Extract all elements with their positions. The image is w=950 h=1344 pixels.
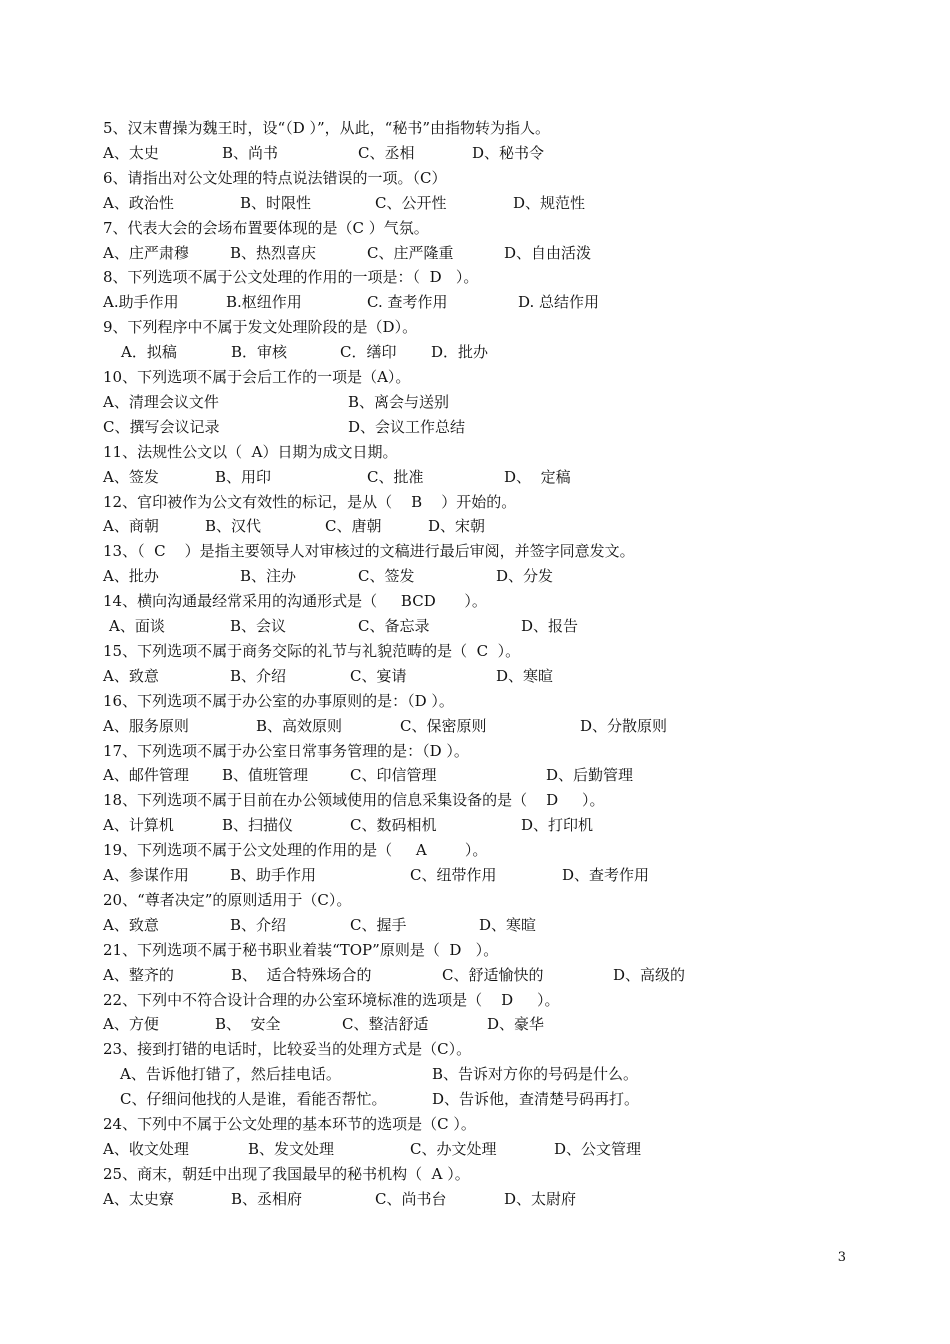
options-row [0,914,950,936]
question-text: 16、下列选项不属于办公室的办事原则的是：（D ）。 [103,691,454,710]
answer-option: D、报告 [521,617,579,635]
answer-option: A、收文处理 [103,1139,189,1158]
answer-option: A、清理会议文件 [103,392,219,411]
options-row [0,864,950,886]
answer-option: B、介绍 [230,915,287,934]
options-row [0,1013,950,1035]
answer-option: C、公开性 [375,193,447,212]
options-row [0,466,950,488]
answer-option: A、庄严肃穆 [103,243,189,262]
answer-option: D、分散原则 [580,716,668,735]
answer-option: B、 适合特殊场合的 [231,965,372,984]
question-text: 25、商末，朝廷中出现了我国最早的秘书机构（ A ）。 [103,1164,470,1183]
answer-option: B、离会与送别 [348,392,450,411]
question-text: 12、官印被作为公文有效性的标记，是从（ B ）开始的。 [103,492,517,511]
options-row [0,515,950,537]
question-text: 17、下列选项不属于办公室日常事务管理的是：（D ）。 [103,741,469,760]
answer-option: C、数码相机 [350,816,437,835]
answer-option: D．批办 [431,343,489,362]
question-text: 23、接到打错的电话时，比较妥当的处理方式是（C）。 [103,1040,472,1059]
question-text: 15、下列选项不属于商务交际的礼节与礼貌范畴的是（ C ）。 [103,641,521,660]
answer-option: C、尚书台 [375,1189,447,1208]
answer-option: D、会议工作总结 [348,417,466,436]
answer-option: B、助手作用 [230,866,317,884]
answer-option: D. 总结作用 [518,293,600,312]
options-row [0,142,950,164]
options-row [0,291,950,313]
answer-option: D、查考作用 [562,866,650,884]
answer-option: C、仔细问他找的人是谁，看能否帮忙。 [120,1090,387,1109]
answer-option: A、签发 [103,467,159,486]
answer-option: C、办文处理 [410,1139,497,1158]
question-text: 7、代表大会的会场布置要体现的是（C ）气氛。 [103,218,429,237]
answer-option: A、方便 [103,1015,159,1034]
answer-option: D、豪华 [487,1015,545,1034]
options-row [0,665,950,687]
options-row [0,242,950,264]
answer-option: D、规范性 [513,193,586,212]
options-row [0,192,950,214]
answer-option: A、商朝 [103,517,159,536]
options-row [0,964,950,986]
answer-option: D、寒暄 [496,666,554,685]
answer-option: A、整齐的 [103,965,174,984]
answer-option: B、会议 [230,617,287,635]
answer-option: B．审核 [231,343,288,362]
answer-option: A、致意 [103,666,159,685]
answer-option: C、保密原则 [400,716,487,735]
answer-option: C．缮印 [340,343,397,362]
options-row [0,615,950,637]
question-text: 21、下列选项不属于秘书职业着装“TOP”原则是（ D ）。 [103,940,499,959]
answer-option: D、秘书令 [472,143,545,162]
question-text: 5、汉末曹操为魏王时，设“（D ）”，从此，“秘书”由指物转为指人。 [103,119,551,137]
question-text: 9、下列程序中不属于发文处理阶段的是（D）。 [103,318,418,337]
answer-option: D、太尉府 [504,1189,577,1208]
answer-option: A、邮件管理 [103,766,189,785]
answer-option: B、汉代 [205,517,262,536]
question-text: 13、（ C ）是指主要领导人对审核过的文稿进行最后审阅，并签字同意发文。 [103,542,635,561]
answer-option: D、宋朝 [428,517,486,536]
question-text: 24、下列中不属于公文处理的基本环节的选项是（C ）。 [103,1115,476,1133]
answer-option: A、告诉他打错了，然后挂电话。 [120,1065,341,1084]
answer-option: C. 查考作用 [367,293,448,312]
answer-option: C、批准 [367,467,424,486]
question-text: 18、下列选项不属于目前在办公领域使用的信息采集设备的是（ D ）。 [103,791,605,810]
answer-option: D、 定稿 [504,467,571,486]
page-number: 3 [837,1250,846,1265]
options-row [0,764,950,786]
options-row [0,341,950,363]
answer-option: A、太史寮 [103,1189,174,1208]
answer-option: C、握手 [350,915,407,934]
answer-option: B、 安全 [215,1015,281,1034]
answer-option: C、舒适愉快的 [442,965,544,984]
answer-option: B、告诉对方你的号码是什么。 [432,1065,639,1084]
answer-option: D、后勤管理 [546,766,634,785]
answer-option: B.枢纽作用 [226,293,302,312]
answer-option: D、公文管理 [554,1139,642,1158]
options-row [0,1088,950,1110]
answer-option: C、撰写会议记录 [103,417,220,436]
options-row [0,1138,950,1160]
answer-option: A、太史 [103,143,159,162]
answer-option: A．拟稿 [121,343,177,362]
question-text: 6、请指出对公文处理的特点说法错误的一项。（C） [103,168,447,187]
answer-option: A、政治性 [103,193,174,212]
options-row [0,1063,950,1085]
options-row [0,814,950,836]
question-text: 10、下列选项不属于会后工作的一项是（A）。 [103,368,411,386]
answer-option: D、自由活泼 [504,243,592,262]
answer-option: D、高级的 [613,965,686,984]
question-text: 19、下列选项不属于公文处理的作用的是（ A ）。 [103,841,488,860]
answer-option: B、尚书 [222,143,279,162]
answer-option: C、丞相 [358,143,415,162]
answer-option: C、唐朝 [325,517,382,536]
answer-option: A、参谋作用 [103,866,189,884]
answer-option: D、打印机 [521,816,594,835]
question-text: 22、下列中不符合设计合理的办公室环境标准的选项是（ D ）。 [103,990,560,1009]
answer-option: C、庄严隆重 [367,243,454,262]
options-row [0,565,950,587]
options-row [0,1188,950,1210]
answer-option: A、服务原则 [103,716,189,735]
answer-option: A.助手作用 [103,293,179,312]
question-text: 11、法规性公文以（ A）日期为成文日期。 [103,442,398,461]
answer-option: C、备忘录 [358,617,430,635]
answer-option: A、面谈 [109,617,165,635]
question-text: 8、下列选项不属于公文处理的作用的一项是：（ D ）。 [103,268,479,287]
answer-option: C、宴请 [350,666,407,685]
answer-option: B、介绍 [230,666,287,685]
answer-option: A、计算机 [103,816,174,835]
answer-option: D、寒暄 [479,915,537,934]
answer-option: A、批办 [103,567,159,586]
answer-option: B、用印 [215,467,272,486]
answer-option: C、签发 [358,567,415,586]
options-row [0,416,950,438]
answer-option: B、发文处理 [248,1139,335,1158]
answer-option: D、告诉他，查清楚号码再打。 [432,1090,640,1109]
answer-option: B、热烈喜庆 [230,243,317,262]
answer-option: C、纽带作用 [410,866,497,884]
answer-option: D、分发 [496,567,554,586]
answer-option: C、印信管理 [350,766,437,785]
answer-option: B、时限性 [240,193,312,212]
answer-option: C、整洁舒适 [342,1015,429,1034]
question-text: 14、横向沟通最经常采用的沟通形式是（ BCD ）。 [103,592,487,611]
answer-option: B、值班管理 [222,766,309,785]
question-text: 20、“尊者决定”的原则适用于（C）。 [103,890,352,909]
answer-option: B、扫描仪 [222,816,294,835]
answer-option: A、致意 [103,915,159,934]
options-row [0,391,950,413]
answer-option: B、高效原则 [256,716,343,735]
options-row [0,715,950,737]
answer-option: B、丞相府 [231,1189,303,1208]
answer-option: B、注办 [240,567,297,586]
